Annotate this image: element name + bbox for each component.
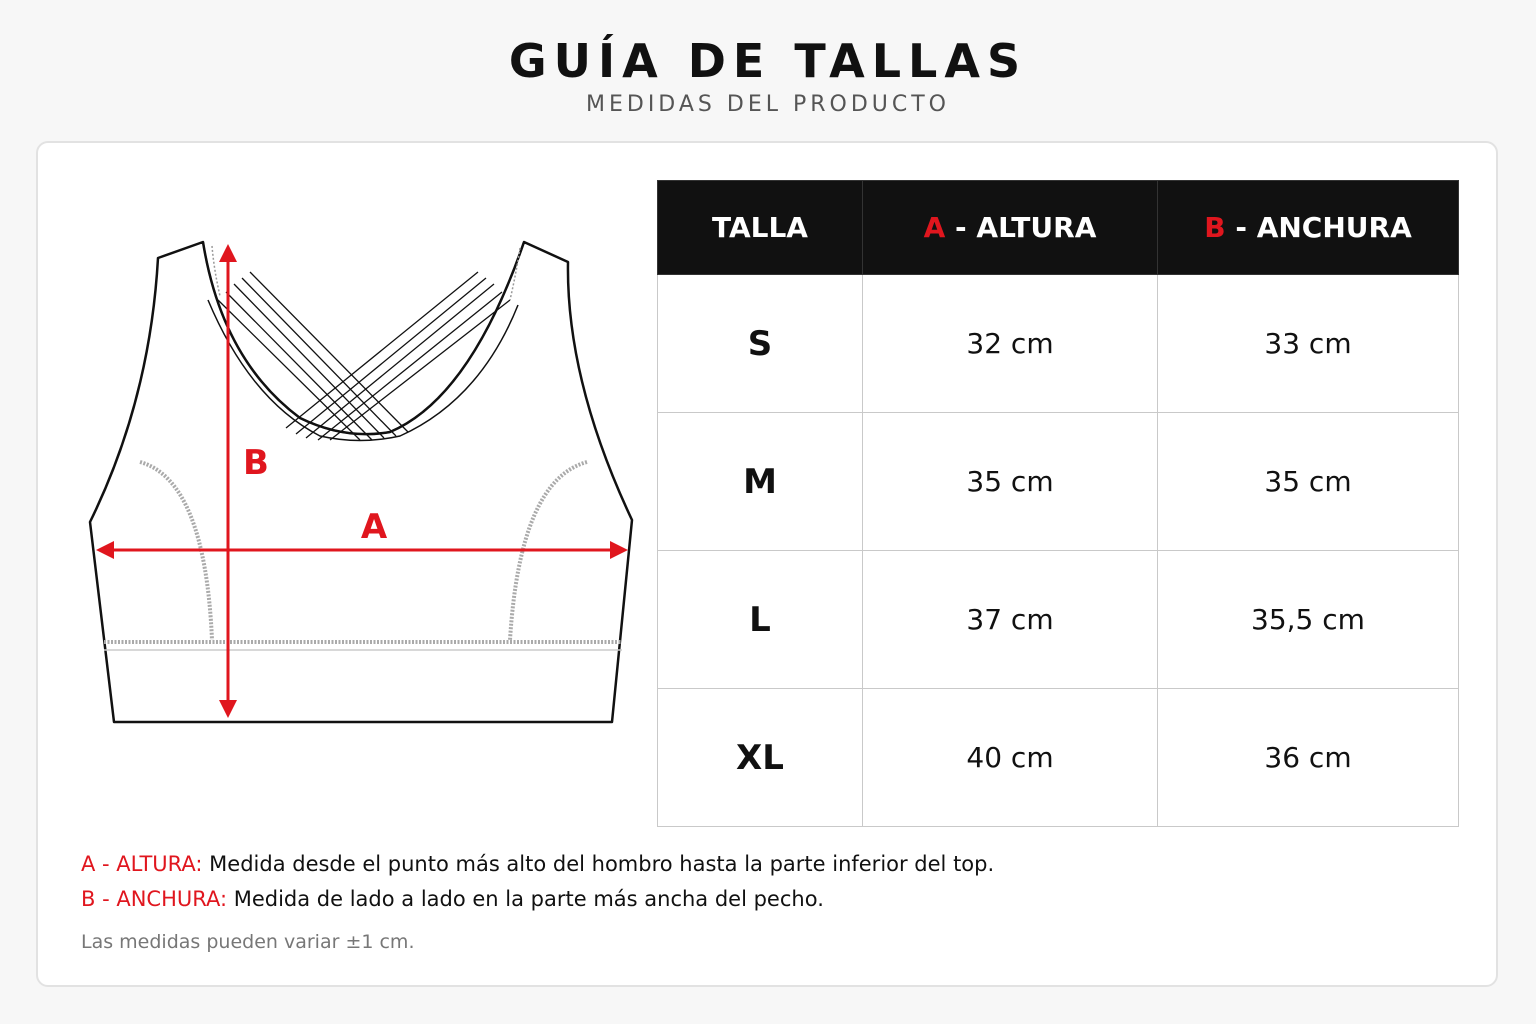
header-altura [863, 181, 1158, 275]
legend-anchura-label: B - ANCHURA: [81, 887, 228, 911]
header-size: TALLA [658, 181, 863, 275]
table-row [658, 689, 1459, 827]
anchura-cell: 36 cm [1158, 689, 1459, 827]
diagram-label-b: B [243, 443, 269, 483]
size-table [657, 180, 1459, 827]
page-subtitle: MEDIDAS DEL PRODUCTO [586, 92, 950, 117]
altura-cell: 32 cm [863, 275, 1158, 413]
page-title: GUÍA DE TALLAS [508, 34, 1028, 88]
header-anchura-letter: B [1204, 211, 1226, 244]
measurement-legend [81, 847, 1381, 917]
size-cell: M [658, 413, 863, 551]
header-anchura-text: - ANCHURA [1225, 211, 1412, 244]
altura-cell: 35 cm [863, 413, 1158, 551]
anchura-cell: 35 cm [1158, 413, 1459, 551]
altura-cell: 40 cm [863, 689, 1158, 827]
legend-altura [81, 847, 1381, 882]
anchura-cell: 33 cm [1158, 275, 1459, 413]
legend-altura-text: Medida desde el punto más alto del hombro hasta la parte inferior del top. [202, 852, 995, 876]
size-cell: XL [658, 689, 863, 827]
table-row [658, 275, 1459, 413]
table-row [658, 551, 1459, 689]
legend-anchura-text: Medida de lado a lado en la parte más ancha del pecho. [227, 887, 824, 911]
header-altura-letter: A [923, 211, 946, 244]
anchura-cell: 35,5 cm [1158, 551, 1459, 689]
variation-note: Las medidas pueden variar ±1 cm. [81, 931, 415, 953]
size-cell: S [658, 275, 863, 413]
legend-anchura [81, 882, 1381, 917]
sports-bra-diagram [82, 232, 642, 732]
header-anchura [1158, 181, 1459, 275]
header-altura-text: - ALTURA [945, 211, 1097, 244]
table-header-row [658, 181, 1459, 275]
size-cell: L [658, 551, 863, 689]
table-row [658, 413, 1459, 551]
legend-altura-label: A - ALTURA: [81, 852, 203, 876]
diagram-label-a: A [360, 507, 388, 547]
altura-cell: 37 cm [863, 551, 1158, 689]
